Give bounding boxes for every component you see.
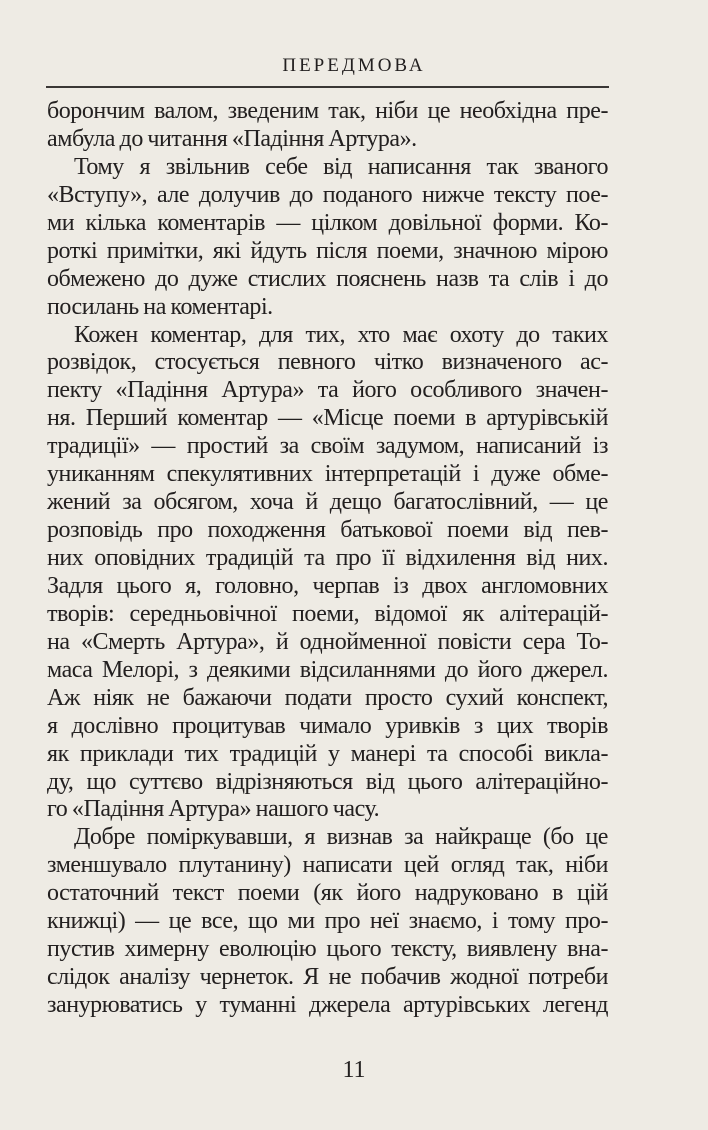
text-line: як приклади тих традицій у манері та способі викла- xyxy=(47,740,608,767)
text-line: зменшувало плутанину) написати цей огляд так, ніби xyxy=(47,852,608,879)
text-line: жений за обсягом, хоча й дещо багатослівний, — це xyxy=(47,489,608,516)
text-line: посилань на коментарі. xyxy=(47,293,273,320)
text-line: творів: середньовічної поеми, відомої як алітерацій- xyxy=(47,600,608,627)
text-line: Тому я звільнив себе від написання так званого xyxy=(74,153,608,180)
text-line: Аж ніяк не бажаючи подати просто сухий конспект, xyxy=(47,684,608,711)
text-line: Задля цього я, головно, черпав із двох англомовних xyxy=(47,572,608,599)
text-line: я дослівно процитував чимало уривків з цих творів xyxy=(47,712,608,739)
text-line: пекту «Падіння Артура» та його особливого значен- xyxy=(47,377,608,404)
header-rule xyxy=(46,86,609,88)
text-line: Кожен коментар, для тих, хто має охоту до таких xyxy=(74,321,608,348)
text-line: ду, що суттєво відрізняються від цього алітераційно- xyxy=(47,768,608,795)
text-line: униканням спекулятивних інтерпретацій і дуже обме- xyxy=(47,461,608,488)
text-line: розповідь про походження батькової поеми від пев- xyxy=(47,517,608,544)
running-header: ПЕРЕДМОВА xyxy=(282,55,426,76)
page-number: 11 xyxy=(342,1057,366,1083)
text-line: занурюватись у туманні джерела артурівських легенд xyxy=(47,992,608,1018)
text-line: остаточний текст поеми (як його надруковано в цій xyxy=(47,880,608,907)
text-line: розвідок, стосується певного чітко визначеного ас- xyxy=(47,349,608,376)
text-line: Добре поміркувавши, я визнав за найкраще (бо це xyxy=(74,824,608,851)
text-line: го «Падіння Артура» нашого часу. xyxy=(47,796,380,823)
text-line: традиції» — простий за своїм задумом, написаний із xyxy=(47,433,608,460)
body-text xyxy=(47,98,608,1020)
text-line: роткі примітки, які йдуть після поеми, значною мірою xyxy=(47,237,608,264)
text-line: амбула до читання «Падіння Артура». xyxy=(47,125,417,152)
text-line: борончим валом, зведеним так, ніби це необхідна пре- xyxy=(47,98,608,124)
text-line: пустив химерну еволюцію цього тексту, виявлену вна- xyxy=(47,936,608,963)
text-line: слідок аналізу чернеток. Я не побачив жодної потреби xyxy=(47,964,608,991)
text-line: ня. Перший коментар — «Місце поеми в артурівській xyxy=(47,405,608,432)
text-line: обмежено до дуже стислих пояснень назв та слів і до xyxy=(47,265,608,292)
text-line: маса Мелорі, з деякими відсиланнями до його джерел. xyxy=(47,656,608,683)
text-line: книжці) — це все, що ми про неї знаємо, і тому про- xyxy=(47,908,608,935)
text-line: ми кілька коментарів — цілком довільної форми. Ко- xyxy=(47,209,608,236)
text-line: на «Смерть Артура», й однойменної повісти сера То- xyxy=(47,628,608,655)
text-line: них оповідних традицій та про її відхилення від них. xyxy=(47,545,608,571)
text-line: «Вступу», але долучив до поданого нижче тексту пое- xyxy=(47,181,608,208)
